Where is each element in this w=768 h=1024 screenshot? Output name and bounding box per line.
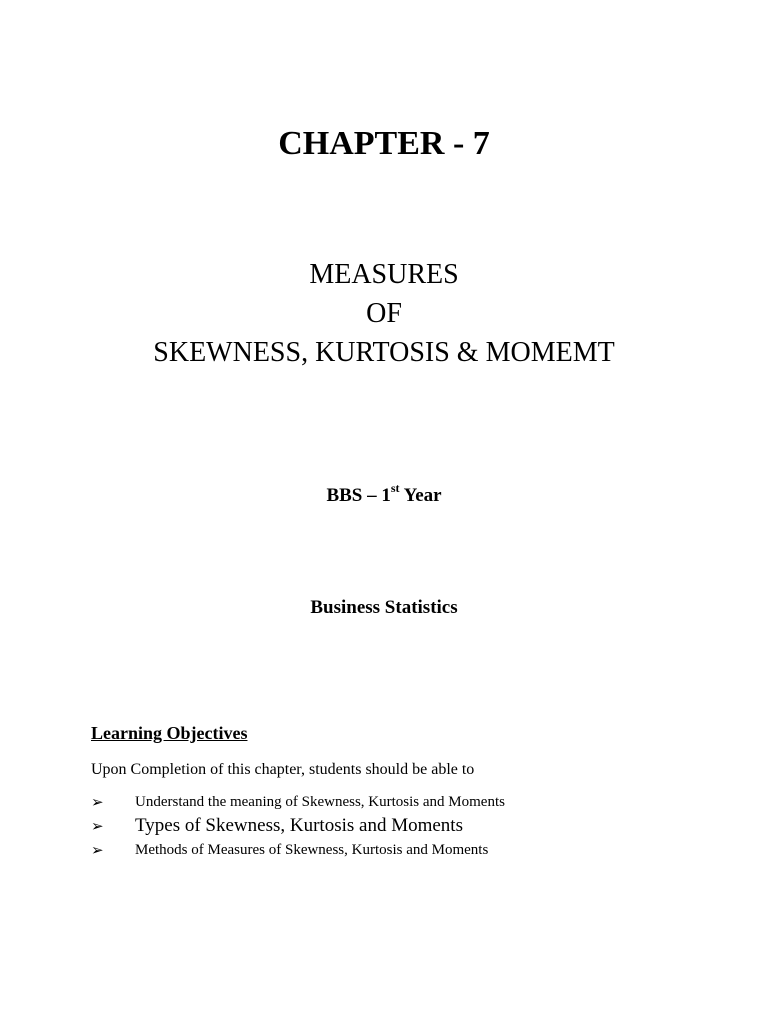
learning-objectives-heading: Learning Objectives	[91, 723, 248, 743]
subject-title-line-3: SKEWNESS, KURTOSIS & MOMEMT	[153, 337, 615, 368]
learning-objectives-intro: Upon Completion of this chapter, students should be able to	[91, 761, 475, 778]
list-item	[91, 814, 505, 838]
subject-title-line-1: MEASURES	[309, 259, 459, 290]
arrow-bullet-icon: ➢	[91, 793, 104, 811]
course-year	[0, 482, 768, 510]
list-item-text: Types of Skewness, Kurtosis and Moments	[135, 815, 463, 836]
arrow-bullet-icon: ➢	[91, 841, 104, 859]
list-item	[91, 838, 505, 862]
chapter-title: CHAPTER - 7	[278, 125, 490, 162]
course-year-superscript: st	[390, 480, 400, 495]
subject-title	[0, 255, 768, 372]
course-year-suffix: Year	[399, 485, 442, 506]
list-item-text: Methods of Measures of Skewness, Kurtosis and Moments	[135, 841, 489, 858]
list-item-text: Understand the meaning of Skewness, Kurtosis and Moments	[135, 793, 505, 810]
list-item	[91, 790, 505, 814]
course-year-prefix: BBS – 1	[326, 485, 391, 506]
subject-name: Business Statistics	[310, 597, 458, 618]
learning-objectives-list	[91, 790, 505, 862]
subject-title-line-2: OF	[366, 298, 402, 329]
arrow-bullet-icon: ➢	[91, 817, 104, 835]
